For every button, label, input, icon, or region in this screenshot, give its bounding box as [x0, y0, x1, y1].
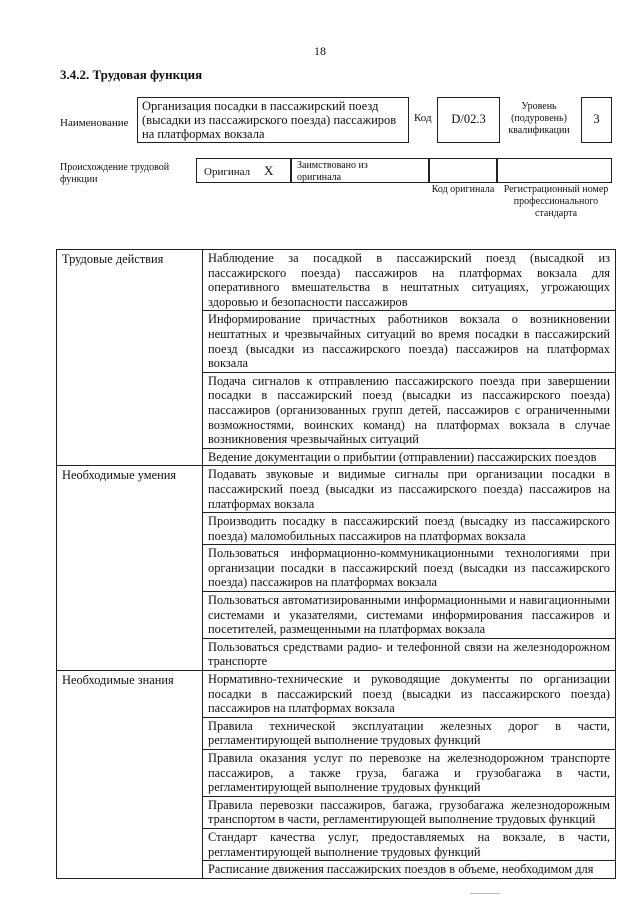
item-cell: Подача сигналов к отправлению пассажирского поезда при завершении посадки в пассажирский поезд (высадки из пассажирского поезда) пассажиров (организованных групп детей, пассажиров с ограниченными возможностями, воинских команд) на платформах вокзала в случае возникновения чрезвычайных ситуаций	[203, 372, 616, 448]
code-label: Код	[414, 112, 432, 124]
borrowed-cell	[291, 158, 429, 183]
category-cell	[57, 466, 203, 671]
original-code-cell	[429, 158, 497, 183]
item-cell: Информирование причастных работников вокзала о возникновении нештатных и чрезвычайных ситуаций во время посадки в пассажирский поезд (высадки из пассажирского поезда) пассажиров на платформах вокзала	[203, 311, 616, 372]
item-cell: Наблюдение за посадкой в пассажирский поезд (высадкой из пассажирского поезда) пассажиров на платформах вокзала для оперативного вмешательства в нештатных ситуациях, угрожающих здоровью и безопасности пассажиров	[203, 250, 616, 311]
category-label: Необходимые знания	[62, 673, 174, 688]
category-cell	[57, 671, 203, 879]
reg-number-cell	[497, 158, 612, 183]
item-cell: Нормативно-технические и руководящие документы по организации посадки в пассажирский поезд (высадки из пассажирского поезда) пассажиров на платформах вокзала	[203, 671, 616, 718]
origin-label: Происхождение трудовой функции	[60, 162, 170, 185]
item-cell: Пользоваться автоматизированными информационными и навигационными системами и указателями, системами информирования пассажиров и посетителей, размещенными на платформах вокзала	[203, 592, 616, 639]
name-value: Организация посадки в пассажирский поезд (высадки из пассажирского поезда) пассажиров на платформах вокзала	[137, 97, 409, 143]
item-cell: Подавать звуковые и видимые сигналы при организации посадки в пассажирский поезд (высадки из пассажирского поезда) пассажиров на платформах вокзала	[203, 466, 616, 513]
item-cell: Пользоваться средствами радио- и телефонной связи на железнодорожном транспорте	[203, 638, 616, 670]
reg-caption: Регистрационный номер профессионального стандарта	[503, 184, 609, 219]
section-title: 3.4.2. Трудовая функция	[60, 67, 203, 82]
code-caption: Код оригинала	[431, 184, 495, 195]
item-cell: Пользоваться информационно-коммуникационными технологиями при организации посадки в пассажирский поезд (высадки из пассажирского поезда) пассажиров на платформах вокзала	[203, 545, 616, 592]
borrowed-label: Заимствовано из оригинала	[297, 160, 368, 183]
name-label: Наименование	[60, 117, 129, 129]
level-value: 3	[581, 97, 612, 143]
item-cell: Правила перевозки пассажиров, багажа, грузобагажа железнодорожным транспортом в части, регламентирующей выполнение трудовых функций	[203, 796, 616, 828]
item-cell: Правила технической эксплуатации железных дорог в части, регламентирующей выполнение трудовых функций	[203, 717, 616, 749]
item-cell: Расписание движения пассажирских поездов в объеме, необходимом для	[203, 861, 616, 879]
page-number: 18	[314, 44, 326, 58]
category-label: Трудовые действия	[62, 252, 164, 266]
table-row	[57, 671, 616, 718]
category-cell	[57, 250, 203, 466]
scan-artifact	[470, 893, 500, 894]
table-row	[57, 250, 616, 311]
original-cell	[196, 158, 291, 183]
level-label: Уровень (подуровень) квалификации	[508, 101, 570, 136]
item-cell: Стандарт качества услуг, предоставляемых на вокзале, в части, регламентирующей выполнение трудовых функций	[203, 828, 616, 860]
code-value: D/02.3	[437, 97, 500, 143]
item-cell: Производить посадку в пассажирский поезд (высадку из пассажирского поезда) маломобильных пассажиров на платформах вокзала	[203, 513, 616, 545]
function-table	[56, 249, 616, 889]
category-label: Необходимые умения	[62, 468, 177, 483]
table-row	[57, 466, 616, 513]
item-cell: Ведение документации о прибытии (отправлении) пассажирских поездов	[203, 448, 616, 466]
original-label: Оригинал	[204, 166, 251, 178]
original-mark: X	[264, 163, 274, 178]
item-cell: Правила оказания услуг по перевозке на железнодорожном транспорте пассажиров, а также груза, багажа и грузобагажа в части, регламентирующей выполнение трудовых функций	[203, 750, 616, 797]
